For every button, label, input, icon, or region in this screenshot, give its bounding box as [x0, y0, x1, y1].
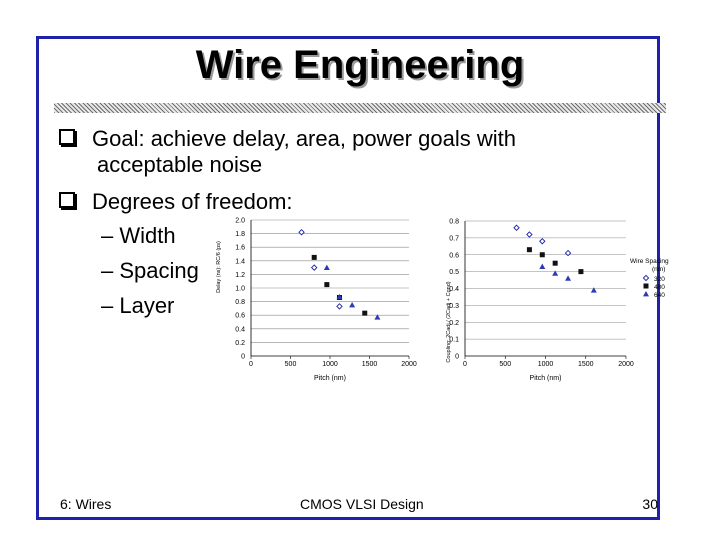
chart1-y-tick-label: 0: [241, 353, 245, 361]
chart2-y-tick-label: 0.7: [449, 235, 459, 243]
chart2-point-diamond: [527, 232, 532, 237]
chart1-x-axis-label: Pitch (nm): [314, 375, 346, 382]
chart2-y-tick-label: 0.6: [449, 252, 459, 260]
chart2-y-tick-label: 0.1: [449, 336, 459, 344]
slide-title: Wire Engineering: [195, 43, 525, 87]
chart1-point-diamond: [299, 230, 304, 235]
chart2-x-tick-label: 1000: [537, 361, 554, 368]
chart1-y-tick-label: 0.6: [235, 312, 245, 320]
chart2-x-tick-label: 500: [499, 361, 512, 368]
chart2-y-tick-label: 0.2: [449, 319, 459, 327]
chart2-point-triangle: [591, 287, 597, 292]
footer-course: CMOS VLSI Design: [300, 496, 424, 512]
chart2-legend-unit: (nm): [652, 266, 666, 273]
chart1-y-tick-label: 0.4: [235, 326, 245, 334]
chart1-y-tick-label: 1.2: [235, 271, 245, 279]
sub-bullet-spacing: – Spacing: [101, 258, 199, 283]
chart1-y-axis-label: Delay (ns): RC/6 (ps): [216, 241, 222, 293]
chart2-y-axis-label: Coupling: 2Cadj / (2Cadj + Cgnd): [446, 281, 452, 363]
chart1-point-square: [312, 255, 317, 260]
chart2-point-diamond: [514, 225, 519, 230]
chart2-y-tick-label: 0.8: [449, 218, 459, 226]
chart1-y-tick-label: 1.4: [235, 258, 245, 266]
chart2-legend-label: 320: [654, 276, 665, 283]
chart1-point-triangle: [324, 265, 330, 270]
chart1-x-tick-label: 1500: [361, 361, 378, 368]
chart1-y-tick-label: 0.8: [235, 299, 245, 307]
chart1-point-square: [324, 282, 329, 287]
chart2-x-axis-label: Pitch (nm): [529, 375, 562, 382]
footer-chapter: 6: Wires: [60, 496, 112, 512]
chart2-point-triangle: [539, 264, 545, 269]
bullet-degrees-text: Degrees of freedom:: [92, 189, 293, 214]
chart1-x-tick-label: 0: [249, 361, 253, 368]
bullet-goal-line2: acceptable noise: [97, 152, 263, 177]
bullet-goal-line1: Goal: achieve delay, area, power goals with: [92, 126, 516, 151]
chart2-x-tick-label: 2000: [618, 361, 634, 368]
chart2-y-tick-label: 0.5: [449, 269, 459, 277]
chart1-y-tick-label: 1.6: [235, 244, 245, 252]
chart1-y-tick-label: 1.8: [235, 231, 245, 239]
chart2-legend-title: Wire Spacing: [630, 258, 669, 265]
chart2-point-triangle: [552, 270, 558, 275]
sub-bullet-layer: – Layer: [101, 293, 175, 318]
chart2-point-square: [540, 252, 545, 257]
chart2-y-tick-label: 0: [455, 353, 459, 361]
chart2-point-diamond: [540, 239, 545, 244]
chart2-legend-marker: [643, 291, 649, 296]
chart2-point-triangle: [565, 275, 571, 280]
chart2-point-square: [527, 247, 532, 252]
chart1-x-tick-label: 2000: [401, 361, 417, 368]
chart1-point-diamond: [337, 304, 342, 309]
chart2-legend-label: 480: [654, 284, 665, 291]
chart2-x-tick-label: 0: [463, 361, 467, 368]
chart1-x-tick-label: 500: [284, 361, 297, 368]
chart1-y-tick-label: 0.2: [235, 339, 245, 347]
chart2-point-square: [553, 261, 558, 266]
chart2-legend-label: 640: [654, 292, 665, 299]
chart2-x-tick-label: 1500: [577, 361, 594, 368]
chart1-point-square: [362, 311, 367, 316]
chart1-point-diamond: [312, 265, 317, 270]
chart2-y-tick-label: 0.4: [449, 286, 459, 293]
chart2-point-square: [578, 269, 583, 274]
chart2-legend-marker: [643, 275, 648, 280]
footer-page-number: 30: [642, 496, 658, 512]
chart1-point-triangle: [349, 302, 355, 307]
chart2-y-tick-label: 0.3: [449, 302, 459, 310]
chart1-y-tick-label: 1.0: [235, 285, 245, 293]
chart1-x-tick-label: 1000: [322, 361, 338, 368]
chart1-y-tick-label: 2.0: [235, 217, 245, 225]
sub-bullet-width: – Width: [101, 223, 176, 248]
chart2-legend-marker: [644, 284, 649, 289]
